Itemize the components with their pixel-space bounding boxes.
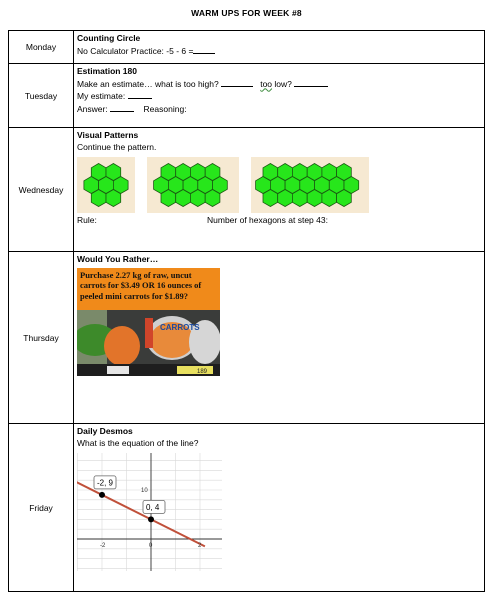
- row-friday: [9, 424, 485, 592]
- thursday-content: [74, 252, 485, 424]
- activity-heading: Visual Patterns: [77, 130, 139, 140]
- desmos-graph: [77, 453, 222, 571]
- price-tag: 189: [197, 368, 208, 375]
- caption-line: Purchase 2.27 kg of raw, uncut: [80, 269, 192, 280]
- answer-blank: [221, 78, 253, 87]
- activity-text: [77, 103, 481, 116]
- row-monday: [9, 31, 485, 64]
- pattern-questions: [77, 215, 481, 227]
- day-label: Wednesday: [9, 128, 74, 252]
- x-tick-label: 2: [198, 543, 202, 549]
- page-title: WARM UPS FOR WEEK #8: [191, 8, 302, 18]
- monday-content: [74, 31, 485, 64]
- answer-blank: [294, 78, 328, 87]
- activity-line: Make an estimate… what is too high?: [77, 78, 219, 89]
- activity-text: [77, 45, 481, 58]
- hexagon: [263, 164, 278, 181]
- hexagon-pattern-image: [77, 157, 135, 213]
- hexagon: [161, 164, 176, 181]
- pattern-step-2: [147, 157, 239, 213]
- answer-blank: [193, 45, 215, 54]
- answer-blank: [128, 90, 152, 99]
- row-thursday: [9, 252, 485, 424]
- activity-line: My estimate:: [77, 91, 126, 101]
- hexagon: [190, 190, 205, 207]
- activity-text: What is the equation of the line?: [77, 437, 199, 448]
- data-point: [99, 492, 105, 498]
- hexagon: [91, 164, 106, 181]
- x-tick-label: 0: [149, 543, 153, 549]
- would-you-rather-caption: [77, 268, 220, 310]
- activity-line: too: [260, 78, 273, 89]
- pattern-figures: [77, 157, 481, 213]
- data-point: [148, 516, 154, 522]
- hexagon: [307, 164, 322, 181]
- activity-heading: Would You Rather…: [77, 254, 159, 264]
- hexagon: [322, 164, 337, 181]
- point-label: -2, 9: [97, 478, 114, 488]
- bag-brand-label: CARROTS: [160, 322, 200, 332]
- hexagon: [190, 164, 205, 181]
- activity-heading: Estimation 180: [77, 66, 137, 76]
- pattern-step-3: [251, 157, 369, 213]
- hexagon: [176, 164, 191, 181]
- answer-blank: [110, 103, 134, 112]
- hexagon: [106, 164, 121, 181]
- activity-line: Answer:: [77, 103, 108, 114]
- caption-line: carrots for $3.49 OR 16 ounces of: [80, 280, 202, 290]
- activity-heading: Counting Circle: [77, 33, 141, 43]
- hexagon: [205, 164, 220, 181]
- hexagon-pattern-image: [147, 157, 239, 213]
- carrot-photo: [77, 268, 220, 376]
- row-tuesday: [9, 64, 485, 128]
- step-43-label: Number of hexagons at step 43:: [207, 215, 328, 225]
- activity-line: No Calculator Practice: -5 - 6 =: [77, 45, 194, 56]
- day-label: Friday: [9, 424, 74, 592]
- caption-line: peeled mini carrots for $1.89?: [80, 290, 189, 301]
- activity-line: Reasoning:: [143, 103, 187, 114]
- pattern-step-1: [77, 157, 135, 213]
- day-label: Tuesday: [9, 64, 74, 128]
- wednesday-content: [74, 128, 485, 252]
- warmup-table: [8, 30, 485, 592]
- activity-text: Continue the pattern.: [77, 141, 157, 152]
- y-tick-label: 10: [141, 488, 148, 494]
- activity-line: low?: [274, 78, 292, 89]
- x-tick-label: -2: [100, 543, 106, 549]
- tuesday-content: [74, 64, 485, 128]
- row-wednesday: [9, 128, 485, 252]
- hexagon: [278, 164, 293, 181]
- day-label: Monday: [9, 31, 74, 64]
- point-label: 0, 4: [146, 502, 160, 512]
- day-label: Thursday: [9, 252, 74, 424]
- rule-label: Rule:: [77, 215, 97, 225]
- activity-text: [77, 90, 481, 103]
- activity-text: [77, 78, 481, 91]
- hexagon: [292, 164, 307, 181]
- friday-content: [74, 424, 485, 592]
- activity-heading: Daily Desmos: [77, 426, 133, 436]
- hexagon: [337, 164, 352, 181]
- hexagon-pattern-image: [251, 157, 369, 213]
- hexagon: [292, 190, 307, 207]
